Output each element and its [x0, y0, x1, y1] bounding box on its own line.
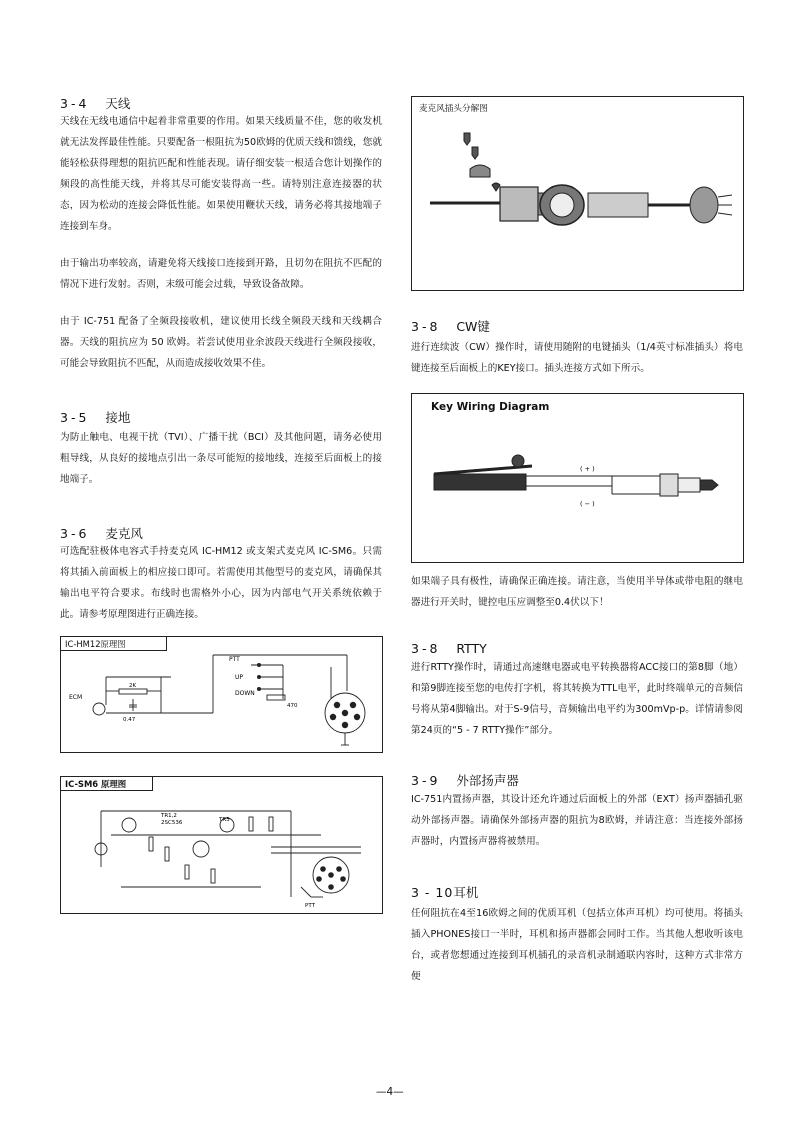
polarity-note: 如果端子具有极性，请确保正确连接。请注意，当使用半导体或带电阻的继电器进行开关时，键控电压应调整至0.4伏以下！	[411, 576, 743, 608]
section-3-8-rtty-paragraph: 进行RTTY操作时，请通过高速继电器或电平转换器将ACC接口的第8脚（地）和第9脚连接至您的电传打字机，将其转换为TTL电平，此时终端单元的音频信号将从第4脚输出。对于S-9信号，音频输出电平约为300mVp-p。详情请参阅第24页的“5 - 7 RTTY操作”部分。	[411, 662, 743, 736]
section-3-6-heading: 3-6 麦克风	[60, 526, 143, 541]
tr12-label: TR1,2	[161, 813, 177, 819]
mic-plug-exploded-figure	[411, 96, 744, 291]
up-label: UP	[235, 674, 244, 681]
section-3-6-paragraph: 可选配驻极体电容式手持麦克风 IC-HM12 或支架式麦克风 IC-SM6。只需将其插入前面板上的相应接口即可。若需使用其他型号的麦克风，请确保其输出电平符合要求。布线时也需格外小心，因为内部电气开关系统依赖于此。请参考原理图进行正确连接。	[60, 546, 382, 620]
positive-terminal-label: ( + )	[580, 465, 595, 473]
key-wiring-title: Key Wiring Diagram	[431, 401, 550, 413]
ecm-label: ECM	[69, 694, 83, 701]
mic-plug-figure-title: 麦克风插头分解图	[419, 104, 488, 114]
section-3-9-paragraph: IC-751内置扬声器，其设计还允许通过后面板上的外部（EXT）扬声器插孔驱动外部扬声器。请确保外部扬声器的阻抗为8欧姆，并请注意：当连接外部扬声器时，内置扬声器将被禁用。	[411, 794, 743, 847]
section-3-5-heading: 3-5 接地	[60, 410, 131, 425]
tr3-label: TR3	[219, 817, 230, 823]
section-3-8-cw-heading: 3-8 CW键	[411, 319, 490, 334]
ic-hm12-schematic	[60, 636, 383, 753]
key-wiring-diagram	[411, 393, 744, 563]
section-3-8-cw-paragraph: 进行连续波（CW）操作时，请使用随附的电键插头（1/4英寸标准插头）将电键连接至后面板上的KEY接口。插头连接方式如下所示。	[411, 342, 743, 374]
section-3-4-paragraph-2: 由于输出功率较高，请避免将天线接口连接到开路，且切勿在阻抗不匹配的情况下进行发射。否则，末级可能会过载，导致设备故障。	[60, 258, 382, 290]
mic-plug-drawing	[412, 97, 743, 290]
section-3-4-paragraph-3: 由于 IC-751 配备了全频段接收机，建议使用长线全频段天线和天线耦合器。天线的阻抗应为 50 欧姆。若尝试使用业余波段天线进行全频段接收，可能会导致阻抗不匹配，从而造成接收效果不佳。	[60, 316, 382, 369]
negative-terminal-label: ( − )	[580, 500, 595, 508]
section-3-4-heading: 3-4 天线	[60, 96, 131, 111]
section-3-10-paragraph: 任何阻抗在4至16欧姆之间的优质耳机（包括立体声耳机）均可使用。将插头插入PHONES接口一半时，耳机和扬声器都会同时工作。当其他人想收听该电台，或者您想通过连接到耳机插孔的录音机录制通联内容时，这种方式非常方便	[411, 908, 743, 982]
resistor-470-label: 470	[287, 703, 298, 709]
capacitor-047-label: 0.47	[123, 717, 136, 723]
ic-sm6-schematic	[60, 776, 383, 914]
section-3-4-paragraph-1: 天线在无线电通信中起着非常重要的作用。如果天线质量不佳，您的收发机就无法发挥最佳性能。只要配备一根阻抗为50欧姆的优质天线和馈线，您就能轻松获得理想的阻抗匹配和性能表现。请仔细安装一根适合您计划操作的频段的高性能天线，并将其尽可能安装得高一些。请特别注意连接器的状态，因为松动的连接会降低性能。如果使用鞭状天线，请务必将其接地端子连接到车身。	[60, 116, 382, 232]
section-3-9-heading: 3-9 外部扬声器	[411, 773, 519, 788]
key-wiring-drawing	[412, 394, 743, 562]
ic-hm12-circuit	[61, 637, 382, 752]
section-3-10-heading: 3 - 10耳机	[411, 885, 479, 900]
resistor-2k-label: 2K	[129, 683, 137, 689]
section-3-5-paragraph: 为防止触电、电视干扰（TVI）、广播干扰（BCI）及其他问题，请务必使用粗导线，从良好的接地点引出一条尽可能短的接地线，连接至后面板上的接地端子。	[60, 432, 382, 485]
ic-sm6-schematic-title: IC-SM6 原理图	[61, 777, 153, 791]
page-number: —4—	[376, 1086, 404, 1098]
ic-sm6-circuit	[61, 777, 382, 913]
ptt-label: PTT	[229, 656, 240, 663]
tr12-part-label: 2SC536	[161, 820, 183, 826]
sm6-ptt-label: PTT	[305, 903, 315, 909]
down-label: DOWN	[235, 690, 255, 697]
section-3-8-rtty-heading: 3-8 RTTY	[411, 641, 487, 656]
ic-hm12-schematic-title: IC-HM12原理图	[61, 637, 167, 651]
